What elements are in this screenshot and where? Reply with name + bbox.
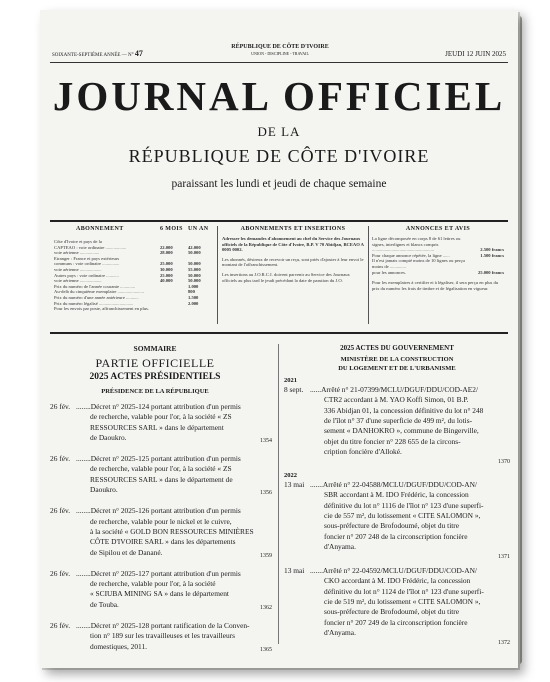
entry-line: CÔTE D'IVOIRE SARL » dans les départements [90,537,236,547]
entry-line: sement « DANHOKRO », commune de Bingerville, [324,426,479,436]
masthead-title: JOURNAL OFFICIEL [52,73,506,119]
abonnement-row-an: 42.000 [188,244,201,250]
abonnement-row-an: 1.500 [188,294,199,300]
annonces-line-text: ...................................................... [372,247,435,253]
abonnement-row-an: 50.000 [188,278,201,284]
entry-date: 26 fév. [50,621,71,631]
entry-page: 1372 [498,640,510,647]
entry-line: ........Décret n° 2025-126 portant attribution d'un permis [76,506,241,516]
entry-page: 1362 [260,604,272,611]
insertions-title: ABONNEMENTS ET INSERTIONS [240,226,346,232]
abonnement-row-6mois: 40.000 [160,278,173,284]
masthead-de-la: DE LA [257,124,301,139]
partie-officielle: PARTIE OFFICIELLE [95,356,215,370]
entry-date: 8 sept. [284,385,304,394]
entry-line: .......Arrêté n° 22-04592/MCLU/DGUF/DDU/COD-AN/ [310,566,477,576]
abonnement-row-6mois: 25.000 [160,272,173,278]
entry-line: ........Décret n° 2025-128 portant ratification de la Conven- [76,621,250,631]
annonces-line-text: Pour chaque annonce répétée, la ligne ...... [372,252,450,258]
abonnement-row-label: Etranger : France et pays extérieurs [54,255,120,261]
entry-line: ......Arrêté n° 21-07399/MCLU/DGUF/DDU/COD-AE2/ [310,385,478,394]
entry-line: tion n° 189 sur les travailleuses et les travailleurs [90,631,235,641]
entry-line: définitive du lot n° 1124 de l'îlot n° 123 d'une superfi- [324,586,484,596]
entry-line: RESSOURCES SARL » dans le département [90,422,224,432]
entry-year: 2021 [284,377,297,384]
issue-number: 47 [134,49,143,58]
abonnement-row-label: Autres pays : voie ordinaire ........... [54,272,119,278]
entry-line: CTR2 accordant à M. YAO Koffi Simon, 01 B.P. [324,395,469,405]
entry-line: foncier n° 207 248 de la circonscription foncière [324,531,468,541]
abonnement-row-label: Au-delà du cinquième exemplaire ....................... [54,289,144,295]
abonnement-row-6mois: 22.000 [160,244,173,250]
annonces-line-price: 25.000 francs [477,269,504,275]
republic-motto: UNION - DISCIPLINE - TRAVAIL [251,51,309,56]
entry-date: 26 fév. [50,568,71,578]
entry-date: 26 fév. [50,454,71,464]
abonnement-header [54,226,214,236]
entry-page: 1356 [260,490,272,497]
entry-line: cription foncière d'Alloké. [324,446,402,456]
header-rule [50,62,508,63]
entry-line: sous-préfecture de Brofodoumé, objet du titre [324,521,460,531]
info-divider-2 [368,226,369,324]
entry-page: 1370 [498,459,510,466]
abonnement-row-an: 800 [188,289,195,295]
abonnement-row-label: Côte d'Ivoire et pays de la [54,239,102,244]
entry-line: ........Décret n° 2025-124 portant attribution d'un permis [76,402,241,411]
entry-page: 1365 [260,646,272,653]
annonces-lines [372,236,504,275]
entry-line: cie de 519 m², du lotissement « CITE SALOMON », [324,597,481,607]
abonnement-row [54,306,214,312]
entry-page: 1354 [260,437,272,444]
journal-cover-page [40,10,518,668]
entry-line: RESSOURCES SARL » dans le département de [90,474,233,484]
abonnement-row-6mois: 25.000 [160,261,173,267]
entry-line: sous-préfecture de Brofodoumé, objet du titre [324,607,460,617]
actes-gouvernement-heading: 2025 ACTES DU GOUVERNEMENT [340,344,454,352]
info-box [50,220,508,334]
entry-page: 1371 [498,554,510,561]
abonnement-title: ABONNEMENT [76,226,124,232]
entry-page: 1359 [260,552,272,559]
entry-line: de recherche, valable pour le nickel et le cuivre, [90,516,232,526]
annonces-box [372,226,504,291]
annonces-line-price: 2.500 francs [480,247,504,253]
entry-line: à la société « GOLD BON RESSOURCES MINIÈRES [90,526,254,536]
insertions-para-1: Adresser les demandes d'abonnement au chef du Service des Journaux officiels de la République de Côte d'Ivoire, B.P. V 70 Abidjan, BCEAO A 0005 0002. [222,236,364,253]
abonnement-box [54,226,214,312]
annonces-line-text: La ligne décomposée en corps 8 de 61 lettres ou signes, interlignes et blancs compris [372,236,461,247]
entry-line: d'Anyama. [324,627,356,637]
entry-line: d'Anyama. [324,541,356,551]
republic-header [200,44,360,57]
entry-line: de Touba. [90,599,119,609]
abonnement-row-an: 50.000 [188,250,201,256]
entry-date: 26 fév. [50,506,71,516]
masthead-tagline: paraissant les lundi et jeudi de chaque semaine [171,178,387,190]
abonnement-row-6mois: 28.000 [160,250,173,256]
entry-date: 13 mai [284,566,305,576]
entry-line: ........Décret n° 2025-125 portant attribution d'un permis [76,454,241,464]
entry-line: .......Arrêté n° 22-04588/MCLU/DGUF/DDU/COD-AN/ [310,480,477,490]
insertions-para-3: Les insertions au J.O.R.C.I. doivent parvenir au Service des Journaux officiels au plus tard le jeudi précédant la date de parution du J.O. [222,271,350,283]
entry-line: CKO accordant à M. IDO Frédéric, la concession [324,576,471,586]
abonnement-row-label: CAPTEAO : voie ordinaire .................. [54,244,127,250]
abonnement-row-label: voie aérienne ................... [54,278,102,284]
abonnement-row-label: communs : voie ordinaire ............... [54,261,120,267]
abonnement-row-6mois: 30.000 [160,266,173,272]
entry-line: de recherche, valable pour l'or, à la société [90,579,216,589]
entry-line: « SCIUBA MINING SA » dans le département [90,589,229,599]
abonnement-row-label: voie aérienne ................... [54,266,102,272]
annonces-para-2: Pour les exemplaires à certifier et à légaliser, il sera perçu en plus du prix du numéro les frais de timbre et de légalisation en vigueur. [372,280,499,291]
abonnement-row-label: voie aérienne ................. [54,250,100,256]
abonnement-row-an: 50.000 [188,261,201,267]
entry-line: définitive du lot n° 1116 de l'îlot n° 123 d'une superfi- [324,500,484,510]
ministere-heading-1: MINISTÈRE DE LA CONSTRUCTION [340,356,454,363]
issue-date: JEUDI 12 JUIN 2025 [445,50,506,58]
entry-line: foncier n° 207 249 de la circonscription foncière [324,617,468,627]
issue-line [52,50,192,59]
entry-year: 2022 [284,472,297,480]
insertions-box [222,226,364,283]
annonces-title: ANNONCES ET AVIS [405,226,471,232]
abonnement-col-6mois: 6 MOIS [160,226,183,232]
actes-presidentiels-heading: 2025 ACTES PRÉSIDENTIELS [89,372,221,382]
annonces-line [372,258,504,269]
abonnement-row-an: 55.000 [188,266,201,272]
sommaire-column-divider [278,344,279,644]
abonnement-col-an: UN AN [188,226,209,232]
abonnement-row-label: Prix du numéro d'une année antérieure ........... [54,294,139,300]
insertions-para-2: Les abonnés, désireux de recevoir un reçu, sont priés d'ajouter à leur envoi le montant de l'affranchissement. [222,256,364,268]
entry-line: de l'îlot n° 37 d'une superficie de 499 m², du lotis- [324,415,473,425]
annonces-line-text: Il n'est jamais compté moins de 10 lignes ou perçu moins de .............. [372,258,465,269]
annonces-line [372,236,504,247]
masthead-subtitle: RÉPUBLIQUE DE CÔTE D'IVOIRE [128,146,430,166]
annonces-line-text: pour les annonces. [372,269,407,275]
abonnement-row-label: Prix du numéro de l'année courante ............. [54,283,136,289]
entry-line: de Daoukro. [90,432,127,442]
entry-line: domestiques, 2011. [90,641,147,651]
entry-line: objet du titre foncier n° 228 655 de la circons- [324,436,461,446]
abonnement-row-label: Pour les envois par poste, affranchissement en plus. [54,306,149,312]
entry-line: 336 Abidjan 01, la concession définitive du lot n° 248 [324,405,484,415]
sommaire-title: SOMMAIRE [133,344,177,353]
presidence-heading: PRÉSIDENCE DE LA RÉPUBLIQUE [101,388,209,395]
annonces-line-price: 1.500 francs [480,252,504,258]
entry-line: ........Décret n° 2025-127 portant attribution d'un permis [76,568,241,578]
abonnement-rows [54,239,214,312]
republic-name: RÉPUBLIQUE DE CÔTE D'IVOIRE [231,44,329,50]
entry-line: Daoukro. [90,485,118,495]
entry-line: de Sipilou et de Danané. [90,547,163,557]
entry-date: 13 mai [284,480,305,490]
entry-line: de recherche, valable pour l'or, à la société « ZS [90,412,232,422]
abonnement-row-an: 1.000 [188,283,199,289]
entry-date: 26 fév. [50,402,71,411]
abonnement-row-an: 2.000 [188,300,199,306]
annonces-line [372,270,504,276]
abonnement-row-label: Prix du numéro légalisé .............................. [54,300,134,306]
info-divider-1 [217,226,218,324]
ministere-heading-2: DU LOGEMENT ET DE L'URBANISME [338,365,456,372]
entry-line: cie de 557 m², du lotissement « CITE SALOMON », [324,510,481,520]
abonnement-row-an: 50.000 [188,272,201,278]
entry-line: SBR accordant à M. IDO Frédéric, la concession [324,490,469,500]
entry-line: de recherche, valable pour l'or, à la société « ZS [90,464,232,474]
issue-label: SOIXANTE-SEPTIÈME ANNÉE — N° [52,53,134,58]
